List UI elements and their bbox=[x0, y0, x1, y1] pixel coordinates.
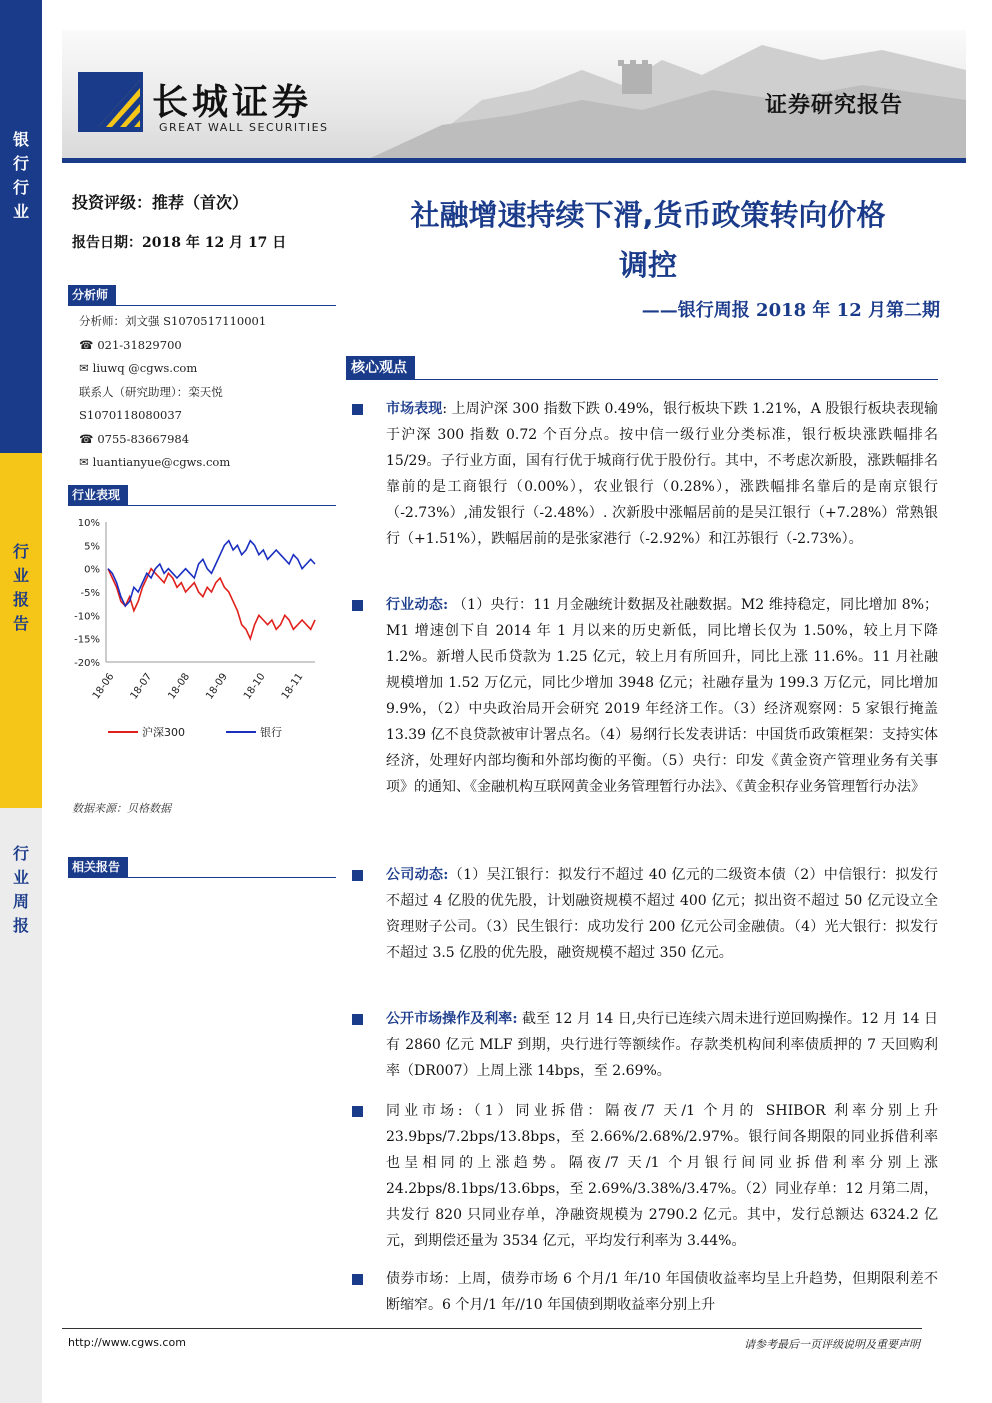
report-subtitle: ——银行周报 2018 年 12 月第二期 bbox=[641, 300, 940, 321]
analyst-line bbox=[79, 404, 339, 428]
investment-rating: 投资评级：推荐（首次） bbox=[72, 193, 249, 212]
analyst-section-title: 分析师 bbox=[68, 285, 116, 305]
strip-char: 业 bbox=[12, 566, 29, 585]
performance-section-header bbox=[68, 484, 336, 506]
x-tick-label: 18-08 bbox=[166, 671, 193, 702]
side-strip-blue bbox=[0, 0, 42, 453]
series-line-hs300 bbox=[108, 569, 315, 639]
bullet-square-icon bbox=[352, 870, 363, 881]
strip-char: 业 bbox=[12, 868, 29, 887]
strip-char: 报 bbox=[12, 916, 29, 935]
x-tick-label: 18-09 bbox=[204, 671, 230, 702]
header-rule bbox=[62, 158, 966, 163]
strip-char: 周 bbox=[12, 892, 29, 911]
phone-icon: ☎ bbox=[79, 337, 94, 352]
bullet-square-icon bbox=[352, 1274, 363, 1285]
strip-char: 业 bbox=[12, 202, 29, 221]
strip-char: 行 bbox=[12, 178, 29, 197]
y-tick-label: 5% bbox=[84, 541, 100, 553]
report-type-label: 证券研究报告 bbox=[765, 93, 904, 118]
x-tick-label: 18-06 bbox=[90, 671, 117, 702]
footer-url-link[interactable]: http://www.cgws.com bbox=[68, 1336, 186, 1349]
legend-label: 银行 bbox=[260, 726, 282, 739]
analyst-line-text: S1070118080037 bbox=[79, 408, 182, 422]
report-title-line1: 社融增速持续下滑,货币政策转向价格 bbox=[410, 198, 886, 232]
report-title bbox=[350, 190, 946, 290]
analyst-line-text: luantianyue@cgws.com bbox=[92, 455, 231, 469]
keyword-open-market: 公开市场操作及利率: bbox=[386, 1011, 518, 1027]
report-date: 报告日期：2018 年 12 月 17 日 bbox=[72, 235, 287, 251]
paragraph-bond-market: 债券市场：上周，债券市场 6 个月/1 年/10 年国债收益率均呈上升趋势，但期限利差不断缩窄。6 个月/1 年//10 年国债到期收益率分别上升 bbox=[386, 1271, 938, 1313]
y-tick-label: 10% bbox=[77, 518, 100, 529]
brand-name-cn: 长城证券 bbox=[152, 81, 313, 123]
text-open-market: 截至 12 月 14 日,央行已连续六周未进行逆回购操作。12 月 14 日有 2860 亿元 MLF 到期，央行进行等额续作。存款类机构间利率债质押的 7 天回购利率（DR007）上周上涨 14bps，至 2.69%。 bbox=[386, 1011, 939, 1079]
bullet-square-icon bbox=[352, 1106, 363, 1117]
analyst-line bbox=[79, 334, 339, 358]
strip-char: 行 bbox=[12, 844, 29, 863]
strip-char: 行 bbox=[12, 542, 29, 561]
analyst-line bbox=[79, 381, 339, 405]
text-company-news: （1）吴江银行：拟发行不超过 40 亿元的二级资本债（2）中信银行：拟发行不超过 4 亿股的优先股，计划融资规模不超过 400 亿元；拟出资不超过 50 亿元设立全资理财子公司。（3）民生银行：成功发行 200 亿元公司金融债。（4）光大银行：拟发行不超过 3.5 亿股的优先股，融资规模不超过 350 亿元。 bbox=[386, 867, 939, 961]
analyst-line-text: 0755-83667984 bbox=[97, 431, 190, 446]
bullet-square-icon bbox=[352, 404, 363, 415]
x-tick-label: 18-11 bbox=[279, 671, 306, 702]
paragraph-company-news bbox=[386, 862, 938, 966]
phone-icon: ☎ bbox=[79, 431, 94, 446]
core-view-header bbox=[346, 356, 938, 380]
analyst-line bbox=[79, 357, 339, 381]
y-tick-label: -15% bbox=[74, 634, 100, 646]
y-tick-label: -10% bbox=[74, 611, 100, 623]
paragraph-interbank-market: 同业市场:（1）同业拆借：隔夜/7 天/1 个月的 SHIBOR 利率分别上升 23.9bps/7.2bps/13.8bps，至 2.66%/2.68%/2.97%。银行间各期限的同业拆借利率也呈相同的上涨趋势。隔夜/7 天/1 个月银行间同业拆借利率分别上涨 24.2bps/8.1bps/13.6bps，至 2.69%/3.38%/3.47%。（2）同业存单：12 月第二周，共发行 820 只同业存单，净融资规模为 2790.2 亿元。其中，发行总额达 6324.2 亿元，到期偿还量为 3534 亿元，平均发行利率为 3.44%。 bbox=[386, 1103, 938, 1249]
analyst-line-text: 联系人（研究助理）：栾天悦 bbox=[79, 384, 223, 399]
analyst-line bbox=[79, 428, 339, 452]
legend-label: 沪深300 bbox=[142, 726, 185, 739]
analyst-line-text: 分析师：刘文强 S1070517110001 bbox=[79, 314, 267, 328]
paragraph-market-performance bbox=[386, 396, 938, 552]
analyst-contact-list bbox=[79, 310, 339, 475]
strip-char: 告 bbox=[12, 614, 29, 633]
paragraph-open-market bbox=[386, 1006, 938, 1084]
text-market-performance: : 上周沪深 300 指数下跌 0.49%，银行板块下跌 1.21%，A 股银行板块表现输于沪深 300 指数 0.72 个百分点。按中信一级行业分类标准，银行板块涨跌幅排名 15/29。子行业方面，国有行优于城商行优于股份行。其中，不考虑次新股，涨跌幅排名靠前的是工商银行（0.00%），农业银行（0.28%），涨跌幅排名靠后的是南京银行（-2.73%）,浦发银行（-2.48%）. 次新股中涨幅居前的是吴江银行（+7.28%）常熟银行（+1.51%），跌幅居前的是张家港行（-2.92%）和江苏银行（-2.73%）。 bbox=[386, 401, 939, 547]
y-tick-label: -5% bbox=[80, 588, 100, 599]
strip-label-industry bbox=[0, 128, 42, 224]
analyst-line bbox=[79, 451, 339, 475]
report-title-line2: 调控 bbox=[618, 248, 677, 282]
analyst-section-header bbox=[68, 284, 336, 306]
strip-char: 报 bbox=[12, 590, 29, 609]
brand-name-en: GREAT WALL SECURITIES bbox=[159, 121, 329, 134]
footer-rule bbox=[62, 1328, 922, 1329]
strip-char: 银 bbox=[12, 130, 29, 149]
x-tick-label: 18-10 bbox=[241, 671, 268, 702]
core-view-title: 核心观点 bbox=[346, 356, 415, 380]
strip-label-weekly bbox=[0, 842, 42, 938]
bullet-square-icon bbox=[352, 1014, 363, 1025]
great-wall-logo-icon bbox=[78, 72, 143, 132]
strip-label-report-type bbox=[0, 540, 42, 636]
data-source: 数据来源：贝格数据 bbox=[72, 802, 171, 815]
footer-disclaimer: 请参考最后一页评级说明及重要声明 bbox=[744, 1338, 920, 1351]
keyword-company-news: 公司动态: bbox=[386, 867, 449, 883]
related-section-header bbox=[68, 856, 336, 878]
text-industry-news: （1）央行：11 月金融统计数据及社融数据。M2 维持稳定，同比增加 8%；M1 增速创下自 2014 年 1 月以来的历史新低，同比增长仅为 1.50%，较上月下降 1.2%。新增人民币贷款为 1.25 亿元，较上月有所回升，同比上涨 11.6%。11 月社融规模增加 1.52 万亿元，同比少增加 3948 亿元；社融存量为 199.3 万亿元，同比增加 9.9%，（2）中央政治局开会研究 2019 年经济工作。（3）经济观察网：5 家银行掩盖 13.39 亿不良贷款被审计署点名。（4）易纲行长发表讲话：中国货币政策框架：支持实体经济，处理好内部均衡和外部均衡的平衡。（5）央行：印发《黄金资产管理业务有关事项》的通知、《金融机构互联网黄金业务管理暂行办法》、《黄金积存业务管理暂行办法》 bbox=[386, 597, 938, 795]
bullet-square-icon bbox=[352, 600, 363, 611]
keyword-industry-news: 行业动态: bbox=[386, 597, 449, 613]
industry-performance-chart bbox=[60, 510, 340, 750]
performance-section-title: 行业表现 bbox=[68, 485, 128, 505]
mail-icon: ✉ bbox=[79, 361, 89, 375]
strip-char: 行 bbox=[12, 154, 29, 173]
y-tick-label: 0% bbox=[84, 564, 100, 576]
y-tick-label: -20% bbox=[74, 658, 100, 669]
mail-icon: ✉ bbox=[79, 455, 89, 469]
analyst-line-text: liuwq @cgws.com bbox=[92, 361, 198, 375]
keyword-market-performance: 市场表现 bbox=[386, 401, 443, 417]
related-section-title: 相关报告 bbox=[68, 857, 128, 877]
paragraph-industry-news bbox=[386, 592, 938, 800]
analyst-line-text: 021-31829700 bbox=[97, 337, 182, 352]
analyst-line bbox=[79, 310, 339, 334]
x-tick-label: 18-07 bbox=[128, 671, 155, 702]
